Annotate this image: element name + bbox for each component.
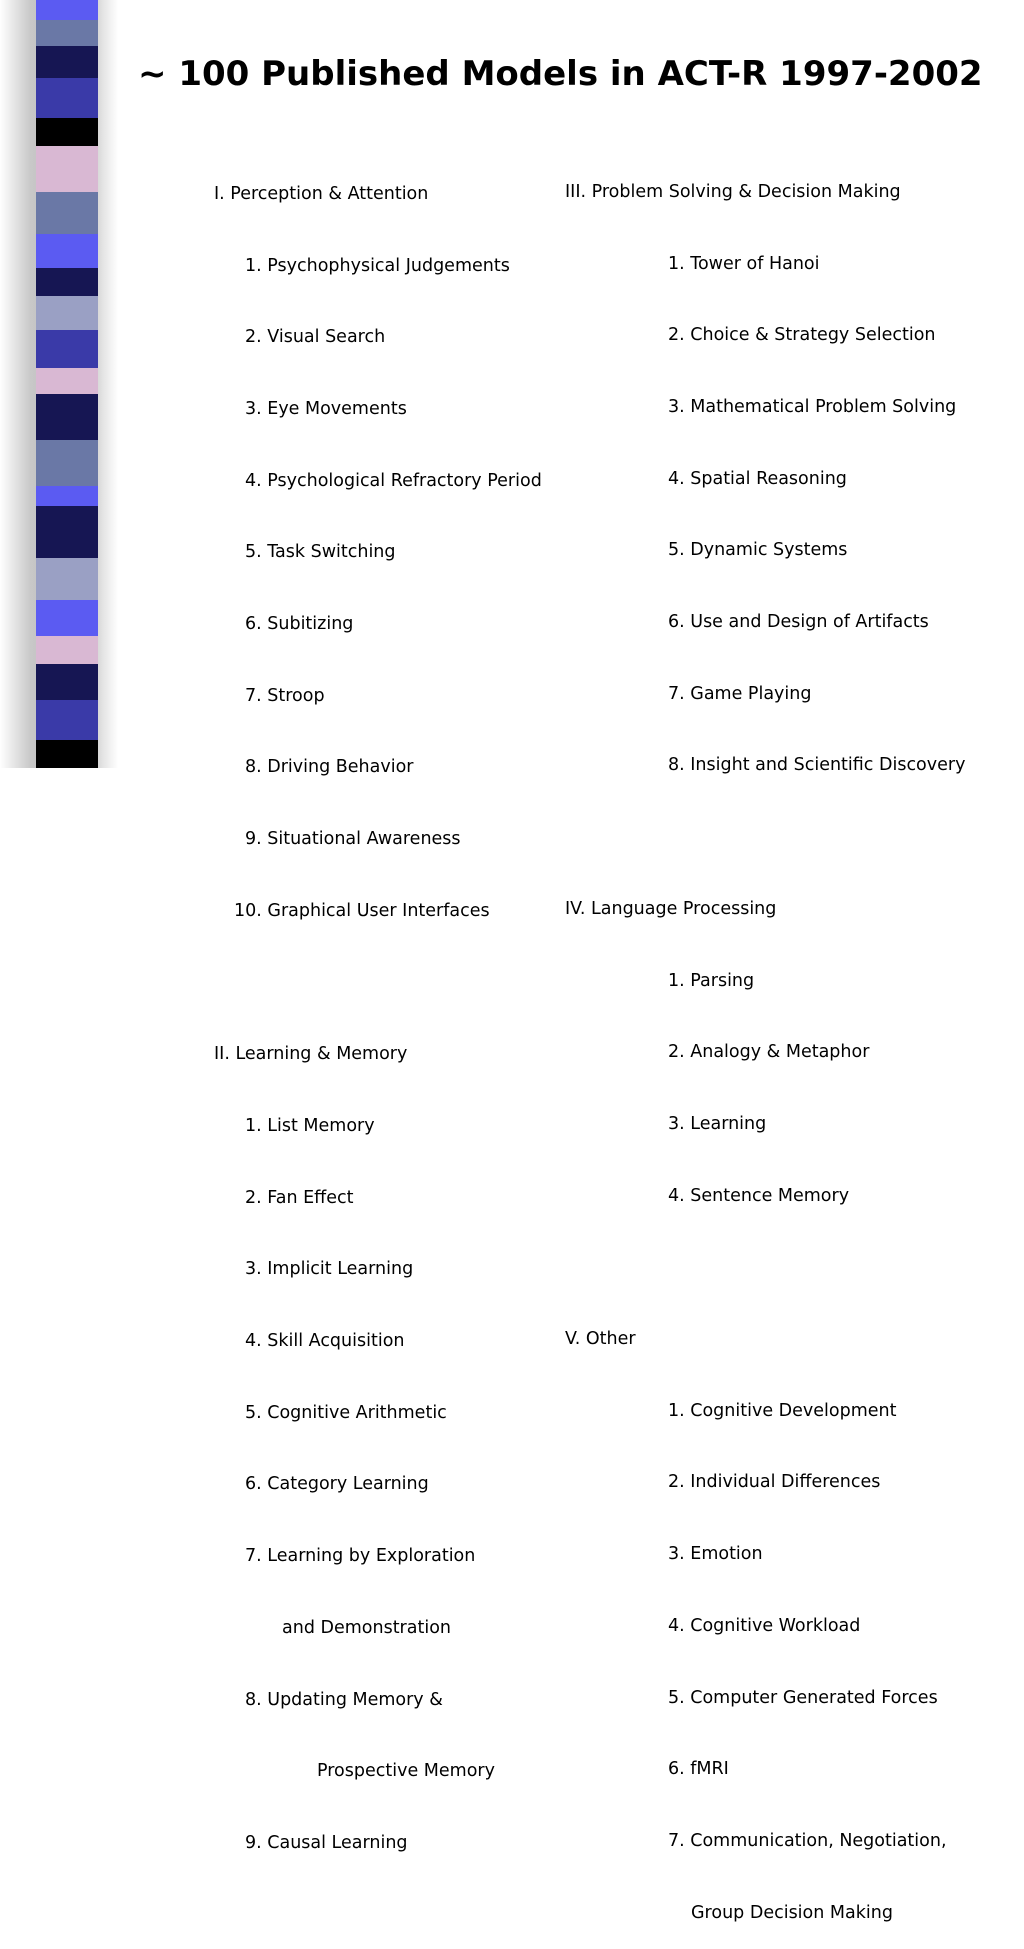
- list-item: 3. Eye Movements: [245, 398, 407, 419]
- list-item: 2. Fan Effect: [245, 1187, 354, 1208]
- list-item: 7. Learning by Exploration: [245, 1546, 476, 1567]
- section-heading-language: IV. Language Processing: [565, 898, 777, 919]
- list-item-continuation: and Demonstration: [282, 1617, 451, 1638]
- slide-title: ~ 100 Published Models in ACT-R 1997-2002: [138, 54, 983, 94]
- right-column: [565, 133, 965, 1949]
- list-item: 9. Causal Learning: [245, 1832, 408, 1853]
- section-heading-perception: I. Perception & Attention: [214, 183, 429, 204]
- list-item: 3. Learning: [668, 1113, 767, 1134]
- list-item: 8. Updating Memory &: [245, 1689, 443, 1710]
- strip-segment: [36, 664, 98, 700]
- list-item: 1. Parsing: [668, 970, 755, 991]
- list-item: 4. Spatial Reasoning: [668, 468, 847, 489]
- list-item: 7. Communication, Negotiation,: [668, 1830, 947, 1851]
- decorative-color-strip: [36, 0, 98, 768]
- list-item: 8. Insight and Scientific Discovery: [668, 755, 966, 776]
- list-item: 5. Task Switching: [245, 542, 396, 563]
- section-spacer: [565, 1256, 965, 1280]
- list-item: 7. Game Playing: [668, 683, 812, 704]
- list-item: 4. Skill Acquisition: [245, 1331, 405, 1352]
- strip-segment: [36, 600, 98, 636]
- list-item: 5. Cognitive Arithmetic: [245, 1402, 447, 1423]
- strip-segment: [36, 636, 98, 664]
- list-item: 3. Emotion: [668, 1544, 763, 1565]
- strip-segment: [36, 78, 98, 118]
- section-spacer: [214, 972, 542, 996]
- list-item: 8. Driving Behavior: [245, 757, 414, 778]
- list-item: 7. Stroop: [245, 685, 325, 706]
- list-item: 1. Cognitive Development: [668, 1400, 897, 1421]
- list-item: 6. fMRI: [668, 1759, 729, 1780]
- strip-segment: [36, 296, 98, 330]
- list-item: 4. Psychological Refractory Period: [245, 470, 542, 491]
- list-item-continuation: Prospective Memory: [317, 1761, 495, 1782]
- list-item: 6. Category Learning: [245, 1474, 429, 1495]
- list-item: 4. Cognitive Workload: [668, 1615, 861, 1636]
- list-item: 5. Dynamic Systems: [668, 540, 848, 561]
- strip-segment: [36, 700, 98, 740]
- strip-segment: [36, 394, 98, 440]
- list-item: 6. Subitizing: [245, 614, 354, 635]
- strip-segment: [36, 558, 98, 600]
- list-item: 2. Choice & Strategy Selection: [668, 325, 936, 346]
- section-spacer: [565, 826, 965, 850]
- strip-segment: [36, 330, 98, 368]
- list-item: 5. Computer Generated Forces: [668, 1687, 938, 1708]
- list-item-continuation: Group Decision Making: [691, 1902, 893, 1923]
- section-heading-learning: II. Learning & Memory: [214, 1044, 408, 1065]
- strip-segment: [36, 268, 98, 296]
- strip-segment: [36, 368, 98, 394]
- strip-segment: [36, 46, 98, 78]
- strip-segment: [36, 20, 98, 46]
- strip-segment: [36, 234, 98, 268]
- left-column: [214, 135, 542, 1880]
- list-item: 2. Individual Differences: [668, 1472, 881, 1493]
- strip-segment: [36, 0, 98, 20]
- list-item: 1. List Memory: [245, 1115, 375, 1136]
- list-item: 1. Tower of Hanoi: [668, 253, 820, 274]
- strip-segment: [36, 486, 98, 506]
- list-item: 4. Sentence Memory: [668, 1185, 850, 1206]
- list-item: 2. Visual Search: [245, 327, 386, 348]
- section-heading-problem-solving: III. Problem Solving & Decision Making: [565, 181, 901, 202]
- list-item: 3. Mathematical Problem Solving: [668, 396, 957, 417]
- list-item: 6. Use and Design of Artifacts: [668, 612, 929, 633]
- strip-segment: [36, 192, 98, 234]
- list-item: 1. Psychophysical Judgements: [245, 255, 510, 276]
- strip-segment: [36, 740, 98, 768]
- strip-segment: [36, 118, 98, 146]
- strip-segment: [36, 146, 98, 192]
- list-item: 9. Situational Awareness: [245, 829, 461, 850]
- section-heading-other: V. Other: [565, 1329, 636, 1350]
- list-item: 3. Implicit Learning: [245, 1259, 414, 1280]
- strip-segment: [36, 506, 98, 558]
- strip-segment: [36, 440, 98, 486]
- list-item: 2. Analogy & Metaphor: [668, 1042, 870, 1063]
- list-item: 10. Graphical User Interfaces: [234, 900, 490, 921]
